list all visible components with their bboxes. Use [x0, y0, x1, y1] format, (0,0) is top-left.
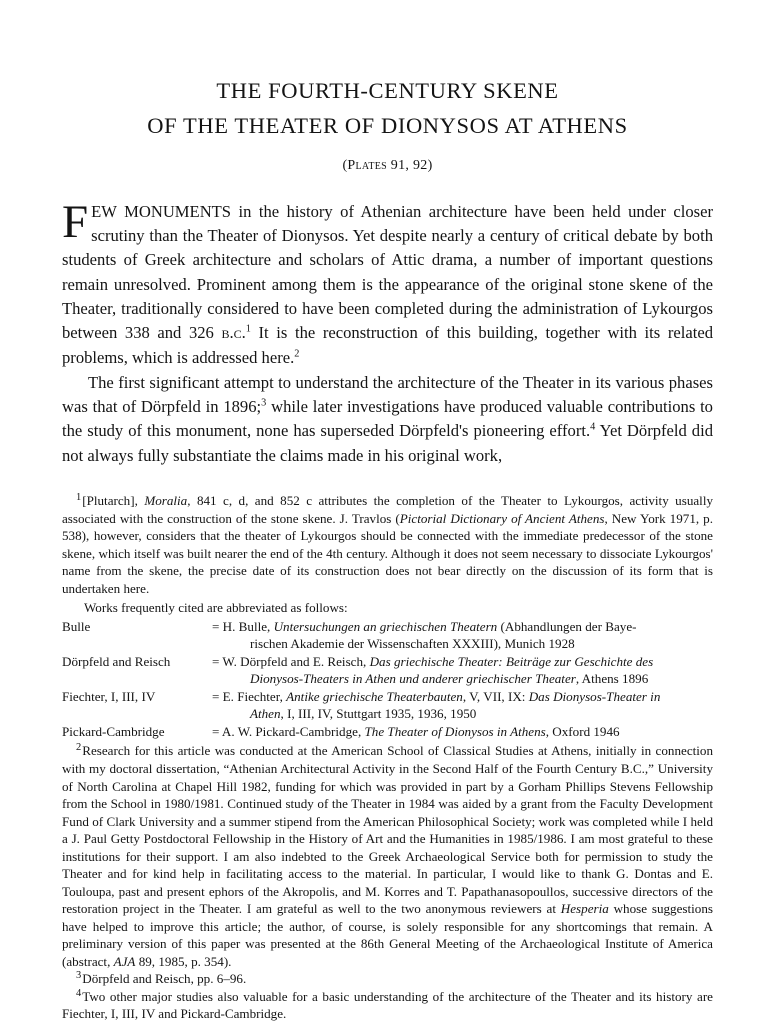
footnote-4-number: 4: [76, 987, 82, 999]
footnotes-section: [62, 492, 713, 1023]
table-row: [62, 723, 713, 741]
abbrev-fiechter-eq: = E. Fiechter,: [212, 688, 287, 704]
abbrev-pickard-tail: , Oxford 1946: [545, 723, 620, 739]
plates-label: Plates: [347, 157, 387, 173]
footnote-2-seg-1: Research for this article was conducted at the American School of Classical Studies at Athens, initially in connection with my doctoral dissertation, “Athenian Architectural Activity in the Second Half of the Fourth Century B.C.,” University of North Carolina at Chapel Hill 1982, funding for which was provided in part by a Gorham Phillips Stevens Fellowship from the School in 1980/1981. Continued study of the Theater in 1984 was aided by a grant from the Faculty Development Fund of Clark University and a summer stipend from the American Philosophical Society; work was completed while I held a J. Paul Getty Postdoctoral Fellowship in the History of Art and the Humanities in 1985/1986. I am most grateful to these institutions for their support. I am also indebted to the Greek Archaeological Service both for permission to study the Theater and for kind help in facilitating access to the material. In particular, I would like to thank G. Dontas and E. Touloupa, past and present ephors of the Akropolis, and M. Korres and T. Papathanasopoullos, successive directors of the restoration project in the Theater. I am grateful as well to the two anonymous reviewers at: [62, 743, 713, 917]
table-row: [62, 688, 713, 723]
paragraph-1-text-b: It is the reconstruction of this building, together with its related problems, which is addressed here.: [62, 323, 713, 367]
footnote-ref-2[interactable]: 2: [294, 348, 300, 359]
abbrev-pickard-title: The Theater of Dionysos in Athens: [364, 723, 546, 739]
abbrev-key-pickard: Pickard-Cambridge: [62, 723, 165, 739]
table-row: [62, 653, 713, 688]
abbrev-dorpfeld-cont-tail: , Athens 1896: [575, 671, 649, 687]
footnote-2-italic-1: Hesperia: [560, 901, 609, 917]
footnote-1-seg-2: , 841 c, d, and 852 c attributes the completion of the Theater to Lykourgos, activity usually associated with the construction of the stone skene. J. Travlos (: [62, 493, 714, 526]
drop-cap: F: [62, 195, 89, 248]
footnote-1: [62, 492, 713, 597]
paragraph-2: [62, 371, 713, 468]
footnote-4: [62, 988, 713, 1023]
abbrev-value-bulle: [212, 618, 713, 653]
paragraph-1-bc: b.c.: [221, 323, 246, 343]
abbrev-bulle-title: Untersuchungen an griechischen Theatern: [273, 618, 498, 634]
abbrev-value-pickard: [212, 723, 713, 741]
page-title-line-2: OF THE THEATER OF DIONYSOS AT ATHENS: [147, 112, 628, 138]
paragraph-1-text-a: EW MONUMENTS in the history of Athenian architecture have been held under closer scrutiny than the Theater of Dionysos. Yet despite nearly a century of critical debate by both students of Greek architecture and scholars of Attic drama, a number of important questions remain unresolved. Prominent among them is the appearance of the original stone skene of the Theater, traditionally considered to have been completed during the administration of Lykourgos between 338 and 326: [62, 201, 713, 343]
footnote-3: [62, 970, 713, 988]
footnote-1-italic-2: Pictorial Dictionary of Ancient Athens: [399, 510, 605, 526]
table-row: [62, 618, 713, 653]
paragraph-2-text-c: Yet Dörpfeld did not always fully substantiate the claims made in his original work,: [62, 421, 714, 465]
paragraph-2-text-a: The first significant attempt to understand the architecture of the Theater in its various phases was that of Dörpfeld in 1896;: [62, 372, 713, 417]
abbrev-bulle-eq: = H. Bulle,: [212, 618, 274, 634]
abbrev-fiechter-cont-italic: Athen: [250, 706, 281, 722]
footnote-ref-1[interactable]: 1: [245, 323, 251, 335]
abbrev-pickard-eq: = A. W. Pickard-Cambridge,: [212, 723, 365, 739]
footnote-1-seg-3: , New York 1971, p. 538), however, considers that the theater of Lykourgos should be connected with the immediate predecessor of the stone skene, which itself was built nearer the end of the 4th century. Although it does not seem necessary to dissociate Lykourgos' name from the skene, the precise date of its construction does not bear directly on the discussion of its form that is undertaken here.: [62, 510, 713, 596]
abbrev-value-dorpfeld: [212, 653, 713, 688]
abbrev-fiechter-title: Antike griechische Theaterbauten: [286, 688, 463, 704]
footnote-2-seg-2: whose suggestions have helped to improve this article; the author, of course, is solely responsible for any shortcomings that remain. A preliminary version of this paper was presented at the 86th General Meeting of the Archaeological Institute of America (abstract,: [62, 901, 713, 969]
footnote-4-text: Two other major studies also valuable for a basic understanding of the architecture of the Theater and its history are Fiechter, I, III, IV and Pickard-Cambridge.: [62, 988, 713, 1022]
abbreviations-lead: Works frequently cited are abbreviated as follows:: [84, 600, 348, 616]
footnote-2-italic-2: AJA: [113, 953, 136, 969]
footnote-3-number: 3: [76, 970, 82, 981]
plates-numbers: 91, 92): [387, 157, 433, 173]
abbrev-dorpfeld-title: Das griechische Theater: Beiträge zur Geschichte des: [369, 653, 654, 669]
article-title-block: [62, 74, 713, 144]
footnote-ref-3[interactable]: 3: [261, 397, 267, 409]
plates-caption: [62, 158, 713, 174]
abbrev-bulle-cont: rischen Akademie der Wissenschaften XXXIII), Munich 1928: [250, 636, 575, 652]
abbrev-fiechter-cont-tail: , I, III, IV, Stuttgart 1935, 1936, 1950: [280, 706, 477, 722]
page-title-line-1: THE FOURTH-CENTURY SKENE: [216, 78, 559, 103]
abbrev-dorpfeld-cont-italic: Dionysos-Theaters in Athen und anderer griechischer Theater: [250, 671, 576, 687]
abbrev-value-fiechter: [212, 688, 713, 723]
paragraph-2-text-b: while later investigations have produced valuable contributions to the study of this monument, none has superseded Dörpfeld's pioneering effort.: [62, 397, 713, 441]
abbrev-dorpfeld-cont: [212, 670, 713, 688]
abbrev-bulle-tail: (Abhandlungen der Baye-: [497, 618, 637, 634]
footnote-1-number: 1: [76, 491, 82, 503]
abbrev-key-fiechter: Fiechter, I, III, IV: [62, 688, 156, 704]
footnote-2-seg-3: 89, 1985, p. 354).: [135, 953, 232, 969]
article-body: [62, 195, 714, 468]
plates-open-paren: (: [342, 157, 348, 173]
footnote-1-italic-1: Moralia: [144, 493, 188, 509]
abbrev-key-dorpfeld: Dörpfeld and Reisch: [62, 653, 171, 669]
paragraph-1: [62, 195, 713, 370]
abbrev-key-bulle: Bulle: [62, 618, 91, 634]
abbrev-fiechter-tail: , V, VII, IX:: [462, 688, 529, 704]
footnote-1-seg-1: [Plutarch],: [82, 493, 145, 509]
abbrev-fiechter-title-2: Das Dionysos-Theater in: [528, 688, 661, 704]
footnote-3-text: Dörpfeld and Reisch, pp. 6–96.: [82, 971, 247, 987]
abbreviations-table: [62, 618, 713, 741]
footnote-ref-4[interactable]: 4: [590, 421, 596, 433]
abbrev-dorpfeld-eq: = W. Dörpfeld and E. Reisch,: [212, 653, 370, 669]
footnote-2-number: 2: [76, 742, 82, 754]
footnote-2: [62, 742, 713, 970]
abbrev-fiechter-cont: [212, 705, 713, 723]
